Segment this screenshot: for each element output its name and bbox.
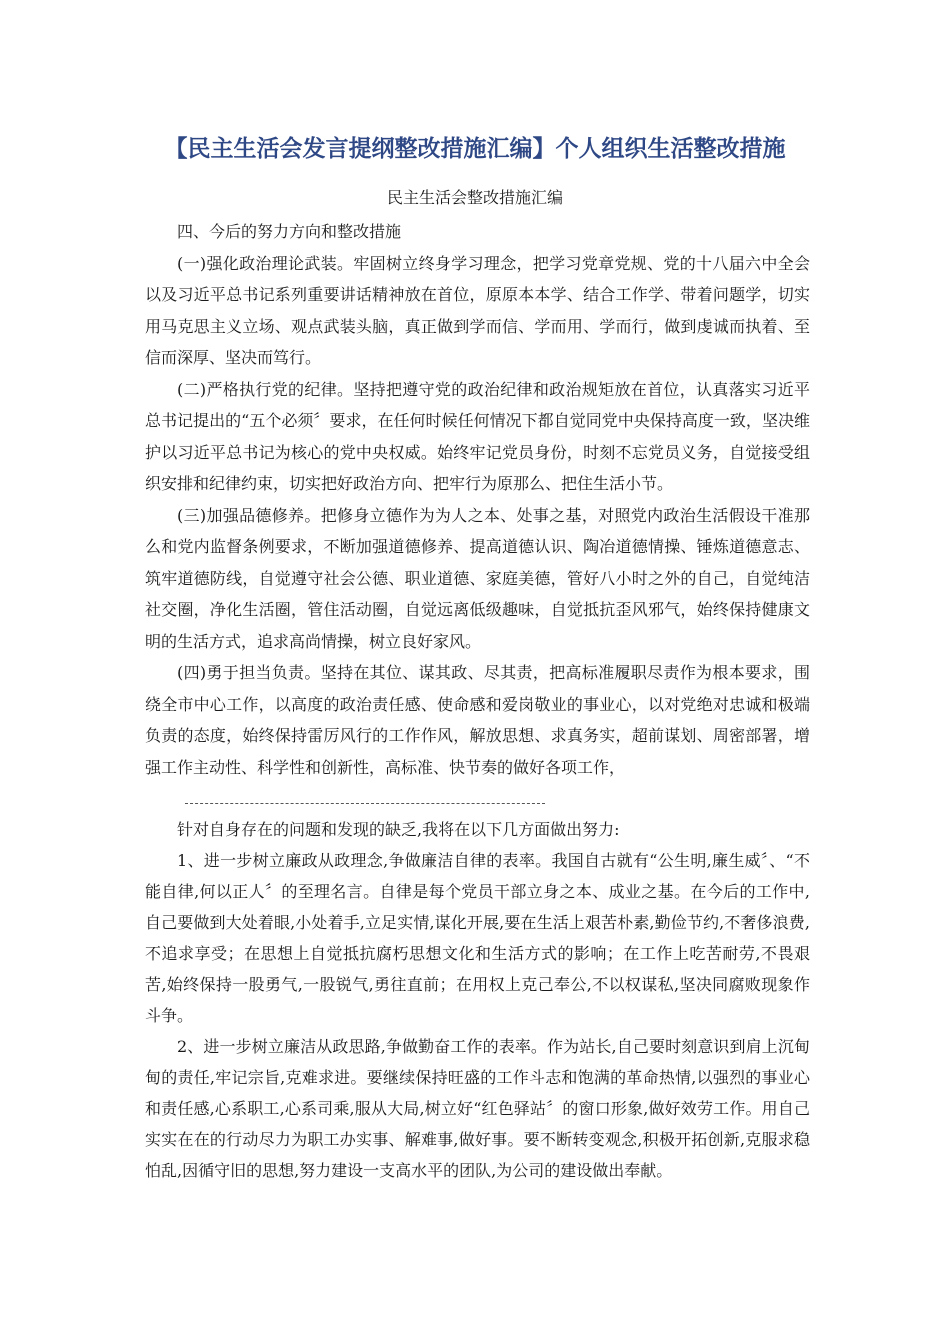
section-divider [185, 783, 545, 804]
paragraph: 2、进一步树立廉洁从政思路,争做勤奋工作的表率。作为站长,自己要时刻意识到肩上沉甸甸的责任,牢记宗旨,克难求进。要继续保持旺盛的工作斗志和饱满的革命热情,以强烈的事业心和责任感,心系职工,心系司乘,服从大局,树立好“红色驿站〞的窗口形象,做好效劳工作。用自己实实在在的行动尽力为职工办实事、解难事,做好事。要不断转变观念,积极开拓创新,克服求稳怕乱,因循守旧的思想,努力建设一支高水平的团队,为公司的建设做出奉献。 [145, 1037, 810, 1180]
paragraph: (二)严格执行党的纪律。坚持把遵守党的政治纪律和政治规矩放在首位，认真落实习近平总书记提出的“五个必须〞要求，在任何时候任何情况下都自觉同党中央保持高度一致，坚决维护以习近平总书记为核心的党中央权威。始终牢记党员身份，时刻不忘党员义务，自觉接受组织安排和纪律约束，切实把好政治方向、把牢行为原那么、把住生活小节。 [145, 379, 810, 493]
document-body [145, 216, 810, 1186]
paragraph: 1、进一步树立廉政从政理念,争做廉洁自律的表率。我国自古就有“公生明,廉生威〞、“不能自律,何以正人〞的至理名言。自律是每个党员干部立身之本、成业之基。在今后的工作中,自己要做到大处着眼,小处着手,立足实情,谋化开展,要在生活上艰苦朴素,勤俭节约,不奢侈浪费,不追求享受；在思想上自觉抵抗腐朽思想文化和生活方式的影响；在工作上吃苦耐劳,不畏艰苦,始终保持一股勇气,一股锐气,勇往直前；在用权上克己奉公,不以权谋私,坚决同腐败现象作斗争。 [145, 851, 810, 1025]
document-title: 【民主生活会发言提纲整改措施汇编】个人组织生活整改措施 [164, 136, 786, 162]
paragraph: 针对自身存在的问题和发现的缺乏,我将在以下几方面做出努力: [177, 820, 620, 839]
second-part [145, 814, 810, 1186]
document-subtitle: 民主生活会整改措施汇编 [386, 188, 563, 207]
paragraph: (三)加强品德修养。把修身立德作为为人之本、处事之基，对照党内政治生活假设干准那么和党内监督条例要求，不断加强道德修养、提高道德认识、陶冶道德情操、锤炼道德意志、筑牢道德防线，自觉遵守社会公德、职业道德、家庭美德，管好八小时之外的自己，自觉纯洁社交圈，净化生活圈，管住活动圈，自觉远离低级趣味，自觉抵抗歪风邪气，始终保持健康文明的生活方式，追求高尚情操，树立良好家风。 [145, 505, 810, 651]
paragraph: (一)强化政治理论武装。牢固树立终身学习理念，把学习党章党规、党的十八届六中全会以及习近平总书记系列重要讲话精神放在首位，原原本本学、结合工作学、带着问题学，切实用马克思主义立场、观点武装头脑，真正做到学而信、学而用、学而行，做到虔诚而执着、至信而深厚、坚决而笃行。 [145, 253, 810, 367]
paragraph: (四)勇于担当负责。坚持在其位、谋其政、尽其责，把高标准履职尽责作为根本要求，围绕全市中心工作，以高度的政治责任感、使命感和爱岗敬业的事业心，以对党绝对忠诚和极端负责的态度，始终保持雷厉风行的工作作风，解放思想、求真务实，超前谋划、周密部署，增强工作主动性、科学性和创新性，高标准、快节奏的做好各项工作， [145, 663, 810, 777]
section-heading: 四、今后的努力方向和整改措施 [177, 222, 402, 241]
